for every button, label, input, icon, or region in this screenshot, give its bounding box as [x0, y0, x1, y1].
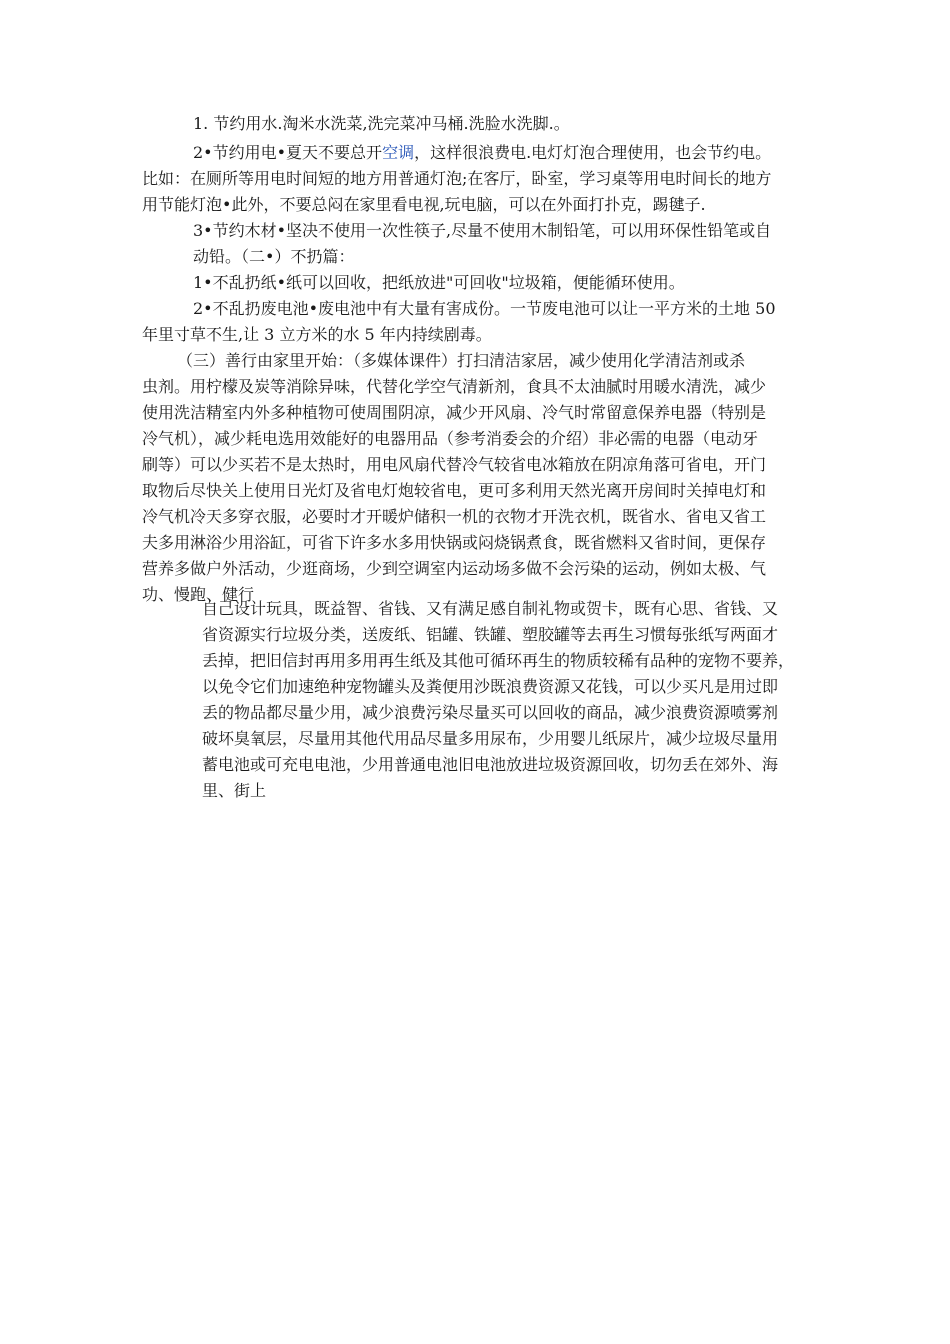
air-conditioner-link[interactable]: 空调	[382, 143, 415, 162]
text-span: 2•节约用电•夏天不要总开	[193, 143, 383, 162]
text-line: （三）善行由家里开始：（多媒体课件）打扫清洁家居，减少使用化学清洁剂或杀	[177, 351, 746, 370]
text-line: 使用洗洁精室内外多种植物可使周围阴凉，减少开风扇、冷气时常留意保养电器（特别是	[142, 403, 767, 422]
text-line: 里、街上	[202, 781, 267, 800]
text-line: 丢的物品都尽量少用，减少浪费污染尽量买可以回收的商品，减少浪费资源喷雾剂	[202, 703, 779, 722]
text-line: 破坏臭氧层，尽量用其他代用品尽量多用尿布，少用婴儿纸尿片，减少垃圾尽量用	[202, 729, 779, 748]
text-line: 1•不乱扔纸•纸可以回收，把纸放进"可回收"垃圾箱，便能循环使用。	[193, 273, 685, 292]
paragraph-eco-habits	[202, 596, 794, 804]
text-line: 用节能灯泡•此外，不要总闷在家里看电视,玩电脑，可以在外面打扑克，踢毽子.	[142, 195, 706, 214]
text-line: 丢掉，把旧信封再用多用再生纸及其他可循环再生的物质较稀有品种的宠物不要养，	[202, 651, 795, 670]
paragraph-save-electricity	[142, 140, 771, 218]
text-line: 虫剂。用柠檬及炭等消除异味，代替化学空气清新剂，食具不太油腻时用暖水清洗，减少	[142, 377, 767, 396]
text-line: 取物后尽快关上使用日光灯及省电灯炮较省电，更可多利用天然光离开房间时关掉电灯和	[142, 481, 767, 500]
paragraph-good-deeds-home	[142, 348, 766, 608]
text-line: 2•不乱扔废电池•废电池中有大量有害成份。一节废电池可以让一平方米的土地 50	[193, 299, 776, 318]
text-line	[142, 140, 771, 166]
text-line: 夫多用淋浴少用浴缸，可省下许多水多用快锅或闷烧锅煮食，既省燃料又省时间，更保存	[142, 533, 767, 552]
text-line: 1. 节约用水.淘米水洗菜,洗完菜冲马桶.洗脸水洗脚.。	[193, 114, 570, 133]
paragraph-save-wood	[142, 218, 771, 270]
text-line: 以免令它们加速绝种宠物罐头及粪便用沙既浪费资源又花钱，可以少买凡是用过即	[202, 677, 779, 696]
paragraph-save-water	[193, 111, 570, 137]
text-line: 3•节约木材•坚决不使用一次性筷子,尽量不使用木制铅笔，可以用环保性铅笔或自	[193, 221, 772, 240]
text-line: 省资源实行垃圾分类，送废纸、铝罐、铁罐、塑胶罐等去再生习惯每张纸写两面才	[202, 625, 779, 644]
text-line: 功、慢跑、健行	[142, 585, 255, 604]
text-line: 自己设计玩具，既益智、省钱、又有满足感自制礼物或贺卡，既有心思、省钱、又	[202, 599, 779, 618]
text-span: ，这样很浪费电.电灯灯泡合理使用，也会节约电。	[414, 143, 772, 162]
text-line: 蓄电池或可充电电池，少用普通电池旧电池放进垃圾资源回收，切勿丢在郊外、海	[202, 755, 779, 774]
paragraph-no-litter-paper	[193, 270, 685, 296]
text-line: 冷气机），减少耗电选用效能好的电器用品（参考消委会的介绍）非必需的电器（电动牙	[142, 429, 759, 448]
text-line: 比如：在厕所等用电时间短的地方用普通灯泡;在客厅，卧室，学习桌等用电时间长的地方	[142, 169, 772, 188]
text-line: 动铅。（二•）不扔篇：	[193, 247, 355, 266]
paragraph-no-litter-battery	[142, 296, 776, 348]
text-line: 刷等）可以少买若不是太热时，用电风扇代替冷气较省电冰箱放在阴凉角落可省电，开门	[142, 455, 767, 474]
text-line: 冷气机冷天多穿衣服，必要时才开暖炉储积一机的衣物才开洗衣机，既省水、省电又省工	[142, 507, 767, 526]
text-line: 年里寸草不生,让 3 立方米的水 5 年内持续剧毒。	[142, 325, 492, 344]
text-line: 营养多做户外活动，少逛商场，少到空调室内运动场多做不会污染的运动，例如太极、气	[142, 559, 767, 578]
